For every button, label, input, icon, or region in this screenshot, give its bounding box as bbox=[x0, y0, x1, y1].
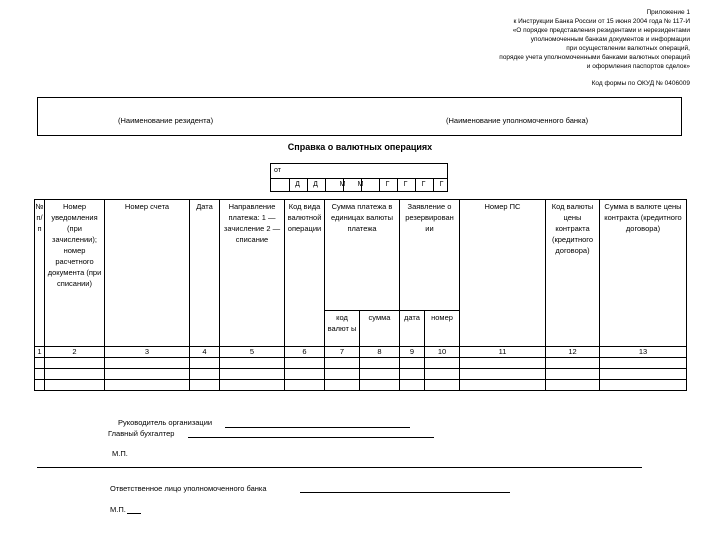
appendix-note bbox=[370, 8, 690, 71]
date-box bbox=[270, 163, 448, 192]
subheader-currency-code: код валют ы bbox=[325, 311, 360, 347]
column-number: 11 bbox=[460, 347, 546, 358]
appendix-note-line: Приложение 1 bbox=[646, 9, 690, 16]
header-direction: Направление платежа: 1 — зачисление 2 — списание bbox=[220, 200, 285, 347]
bank-label: (Наименование уполномоченного банка) bbox=[446, 116, 589, 125]
resident-label: (Наименование резидента) bbox=[118, 116, 214, 125]
chief-accountant-label: Главный бухгалтер bbox=[108, 429, 175, 438]
stamp-place-2-line bbox=[127, 513, 141, 514]
column-number: 2 bbox=[45, 347, 105, 358]
head-signature-line bbox=[225, 427, 410, 428]
date-letter-month: М bbox=[339, 181, 346, 188]
okud-code: Код формы по ОКУД № 0406009 bbox=[591, 80, 690, 87]
column-number: 12 bbox=[546, 347, 600, 358]
appendix-note-line: «О порядке представления резидентами и нерезидентами bbox=[512, 27, 690, 34]
table-row bbox=[35, 358, 687, 369]
bank-officer-signature-line bbox=[300, 492, 510, 493]
date-letter-day: Д bbox=[313, 181, 318, 188]
header-operation-code: Код вида валютной операции bbox=[285, 200, 325, 347]
header-reservation: Заявление о резервирован ии bbox=[400, 200, 460, 311]
date-prefix: от bbox=[274, 167, 281, 174]
bank-officer-label: Ответственное лицо уполномоченного банка bbox=[110, 484, 267, 493]
column-number: 3 bbox=[105, 347, 190, 358]
date-letter-year: Г bbox=[421, 181, 426, 188]
column-number: 1 bbox=[35, 347, 45, 358]
subheader-date: дата bbox=[400, 311, 425, 347]
date-letter-month: М bbox=[357, 181, 364, 188]
column-number: 10 bbox=[425, 347, 460, 358]
header-contract-amount: Сумма в валюте цены контракта (кредитного договора) bbox=[600, 200, 687, 347]
page-title: Справка о валютных операциях bbox=[287, 142, 433, 152]
appendix-note-line: при осуществлении валютных операций, bbox=[566, 45, 690, 52]
date-letter-year: Г bbox=[385, 181, 390, 188]
stamp-place-2: М.П. bbox=[110, 505, 126, 514]
table-row bbox=[35, 369, 687, 380]
header-payment-amount: Сумма платежа в единицах валюты платежа bbox=[325, 200, 400, 311]
date-box-top-row bbox=[271, 164, 447, 179]
appendix-note-line: и оформления паспортов сделок» bbox=[586, 63, 690, 70]
header-account: Номер счета bbox=[105, 200, 190, 347]
subheader-number: номер bbox=[425, 311, 460, 347]
stamp-place-1: М.П. bbox=[112, 449, 128, 458]
accountant-signature-line bbox=[188, 437, 434, 438]
header-contract-currency: Код валюты цены контракта (кредитного договора) bbox=[546, 200, 600, 347]
appendix-note-line: к Инструкции Банка России от 15 июня 2004 года № 117-И bbox=[513, 18, 690, 25]
appendix-note-line: порядке учета уполномоченными банками валютных операций bbox=[499, 54, 690, 61]
header-notification: Номер уведомления (при зачислении); номер расчетного документа (при списании) bbox=[45, 200, 105, 347]
column-numbers-row bbox=[35, 347, 687, 358]
header-date: Дата bbox=[190, 200, 220, 347]
column-number: 5 bbox=[220, 347, 285, 358]
header-passport-number: Номер ПС bbox=[460, 200, 546, 347]
column-number: 8 bbox=[360, 347, 400, 358]
subheader-amount: сумма bbox=[360, 311, 400, 347]
column-number: 13 bbox=[600, 347, 687, 358]
appendix-note-line: уполномоченным банкам документов и информации bbox=[530, 36, 690, 43]
separator-line bbox=[37, 467, 642, 468]
date-letter-day: Д bbox=[295, 181, 300, 188]
column-number: 9 bbox=[400, 347, 425, 358]
table-row bbox=[35, 380, 687, 391]
column-number: 4 bbox=[190, 347, 220, 358]
header-number: № п/п bbox=[35, 200, 45, 347]
operations-table bbox=[34, 199, 687, 391]
column-number: 7 bbox=[325, 347, 360, 358]
column-number: 6 bbox=[285, 347, 325, 358]
date-letter-year: Г bbox=[439, 181, 444, 188]
head-of-organization-label: Руководитель организации bbox=[118, 418, 213, 427]
date-letter-year: Г bbox=[403, 181, 408, 188]
